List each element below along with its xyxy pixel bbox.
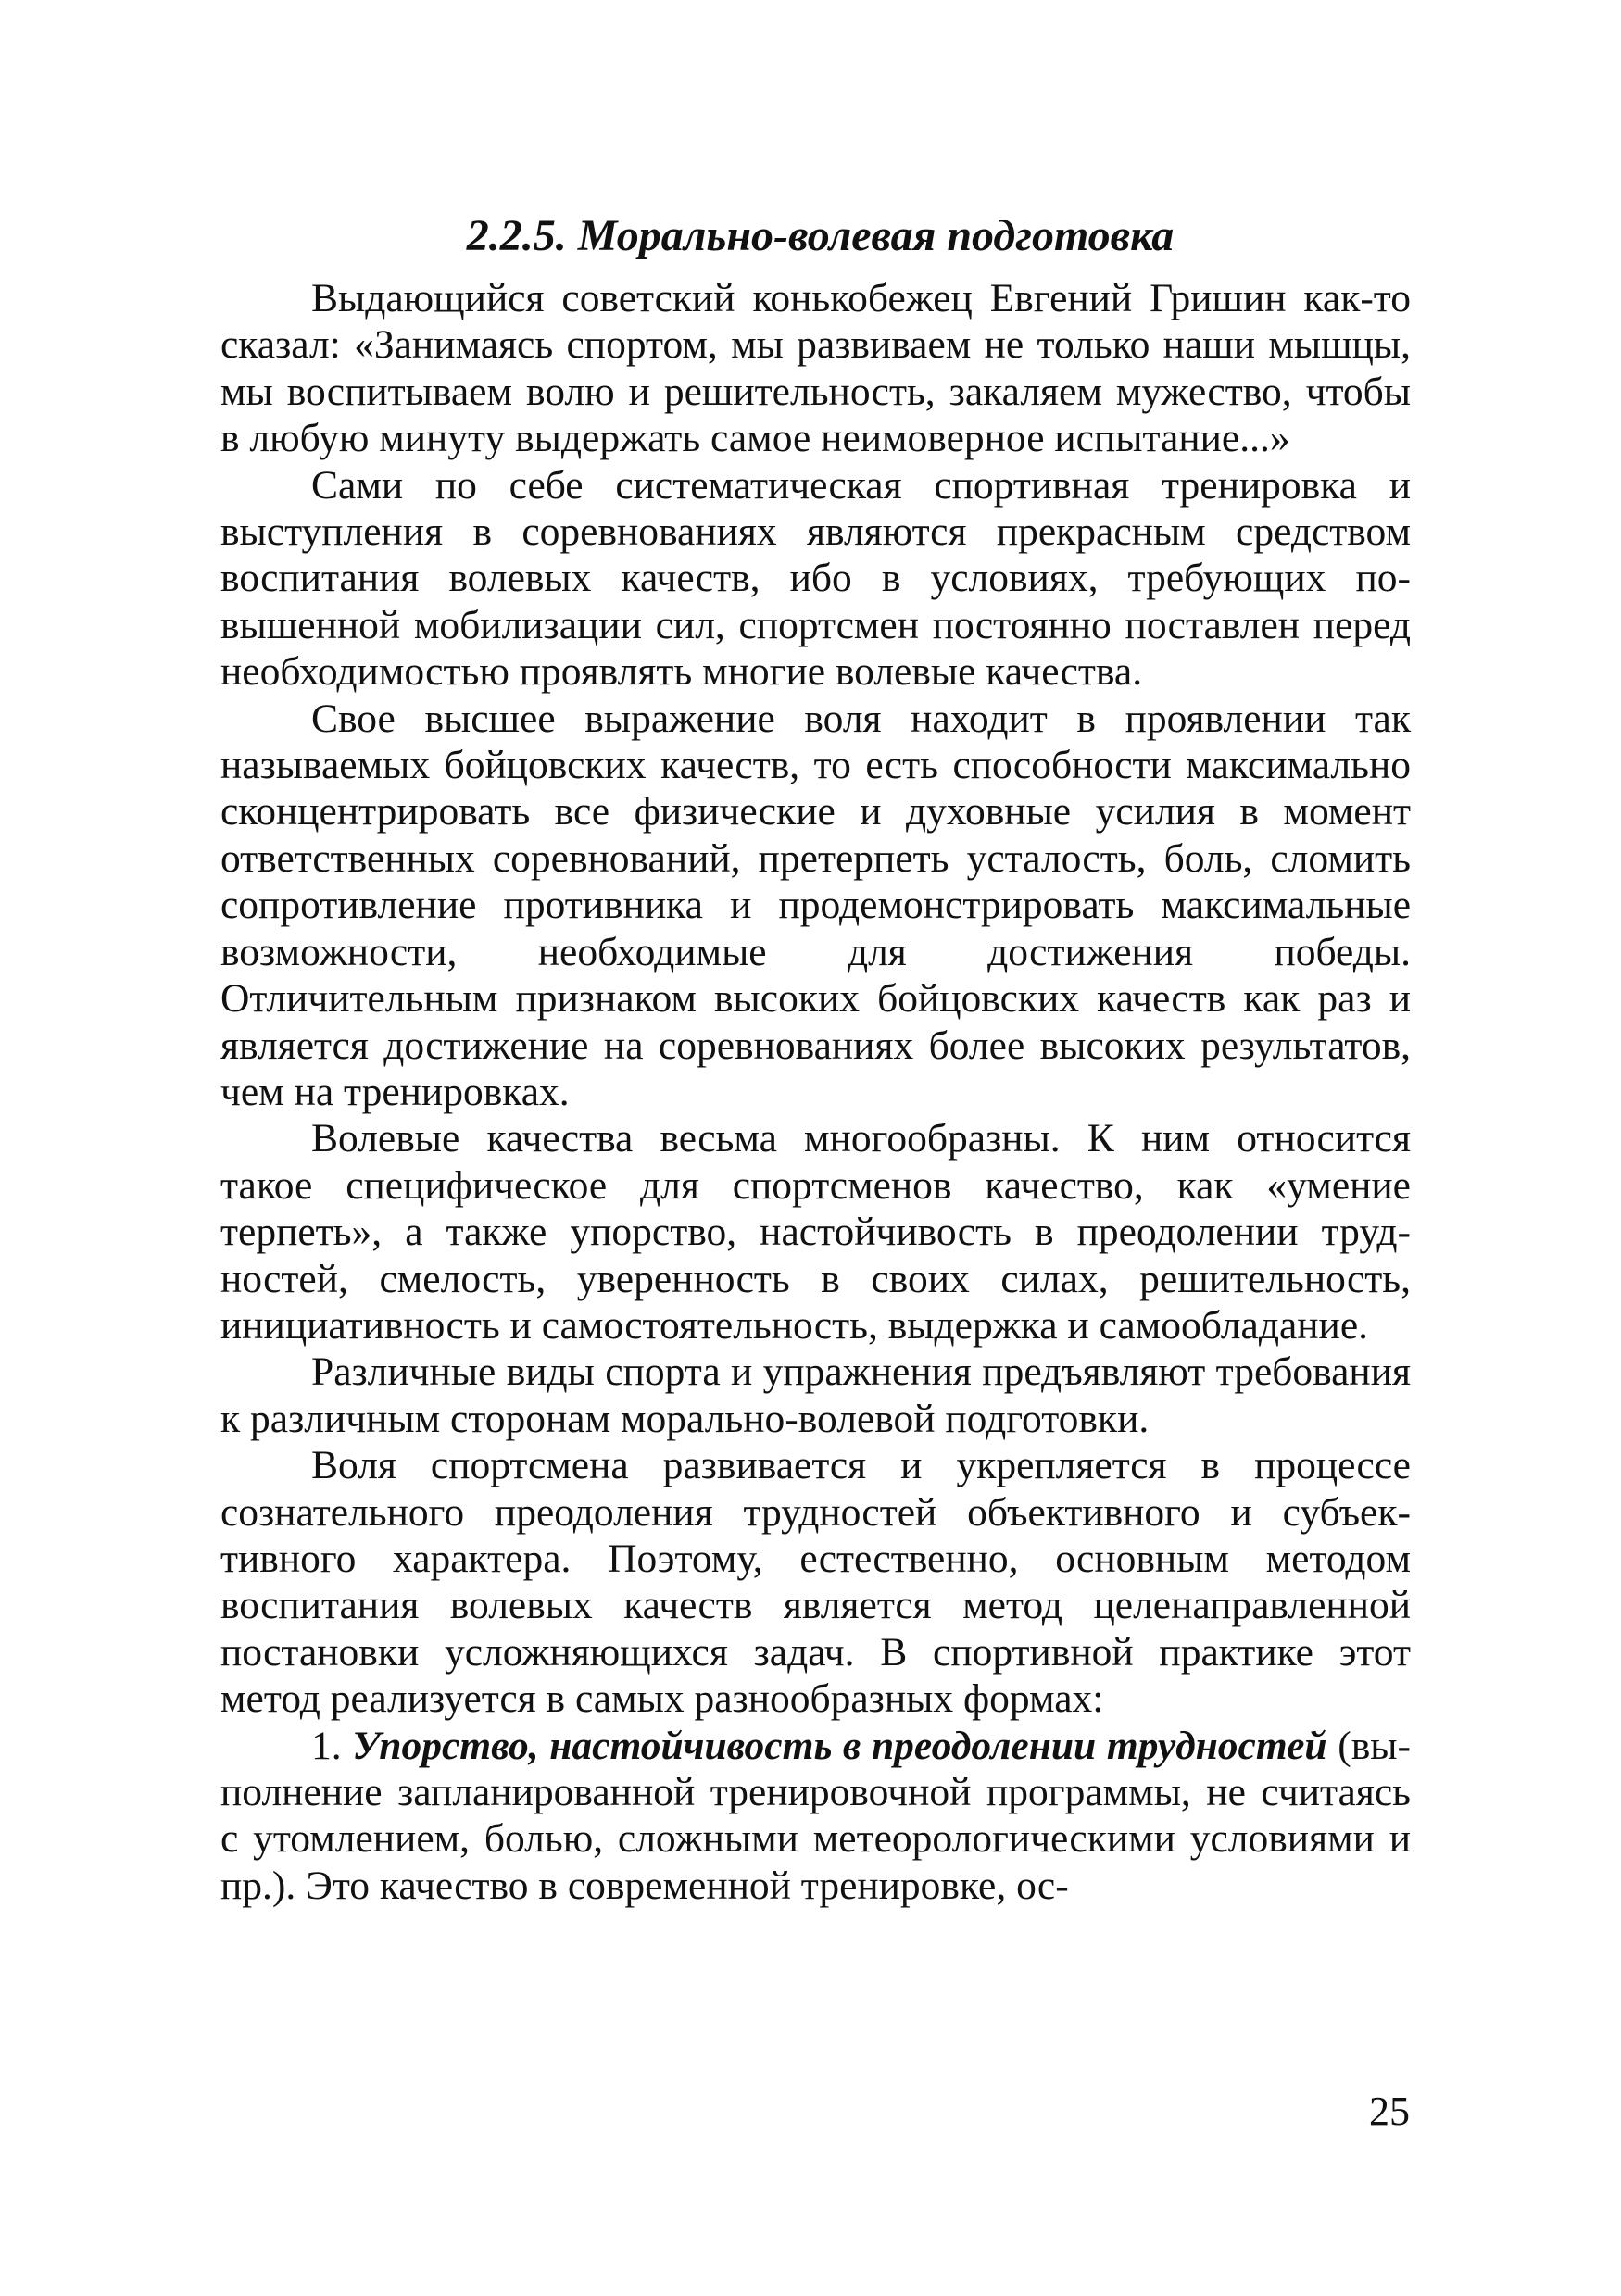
- paragraph-will-development: Воля спортсмена развивается и укрепляется в процессе сознательного преодоления трудностей объективного и субъективного характера. Поэтому, естественно, основным методом воспитания волевых качеств является метод целенаправленной постановки усложняющихся задач. В спортивной практике этот метод реализуется в самых разнообразных формах:: [220, 1443, 1411, 1722]
- page-text: [220, 208, 1411, 1909]
- list-item-persistence: [220, 1723, 1411, 1910]
- page-number: 25: [1369, 2089, 1410, 2134]
- paragraph-volitional-qualities: Волевые качества весьма многообразны. К ним относится такое специфическое для спортсменов качество, как «умение терпеть», а также упорство, настойчивость в преодолении трудностей, смелость, уверенность в своих силах, решительность, инициативность и самостоятельность, выдержка и самообладание.: [220, 1116, 1411, 1348]
- list-item-number: 1.: [311, 1723, 342, 1768]
- section-title: 2.2.5. Морально-волевая подготовка: [466, 211, 1175, 260]
- list-item-text: (выполнение запланированной тренировочной программы, не считаясь с утомлением, болью, сложными метеорологическими условиями и пр.). Это качество в современной тренировке, ос-: [220, 1723, 1411, 1908]
- paragraph-sports-requirements: Различные виды спорта и упражнения предъявляют требования к различным сторонам морально-волевой подготовки.: [220, 1349, 1411, 1441]
- paragraph-grishin-quote: Выдающийся советский конькобежец Евгений Гришин как-то сказал: «Занимаясь спортом, мы развиваем не только наши мышцы, мы воспитываем волю и решительность, закаляем мужество, чтобы в любую минуту выдержать самое неимоверное испытание...»: [220, 276, 1411, 461]
- paragraph-fighting-qualities: Свое высшее выражение воля находит в проявлении так называемых бойцовских качеств, то есть способности максимально сконцентрировать все физические и духовные усилия в момент ответственных соревнований, претерпеть усталость, боль, сломить сопротивление противника и продемонстрировать максимальные возможности, необходимые для достижения победы. Отличительным признаком высоких бойцовских качеств как раз и является достижение на соревнованиях более высоких результатов, чем на тренировках.: [220, 696, 1411, 1114]
- list-item-emphasis: Упорство, настойчивость в преодолении трудностей: [352, 1723, 1327, 1768]
- paragraph-training-means: Сами по себе систематическая спортивная тренировка и выступления в соревнованиях являются прекрасным средством воспитания волевых качеств, ибо в условиях, требующих повышенной мобилизации сил, спортсмен постоянно поставлен перед необходимостью проявлять многие волевые качества.: [220, 462, 1411, 695]
